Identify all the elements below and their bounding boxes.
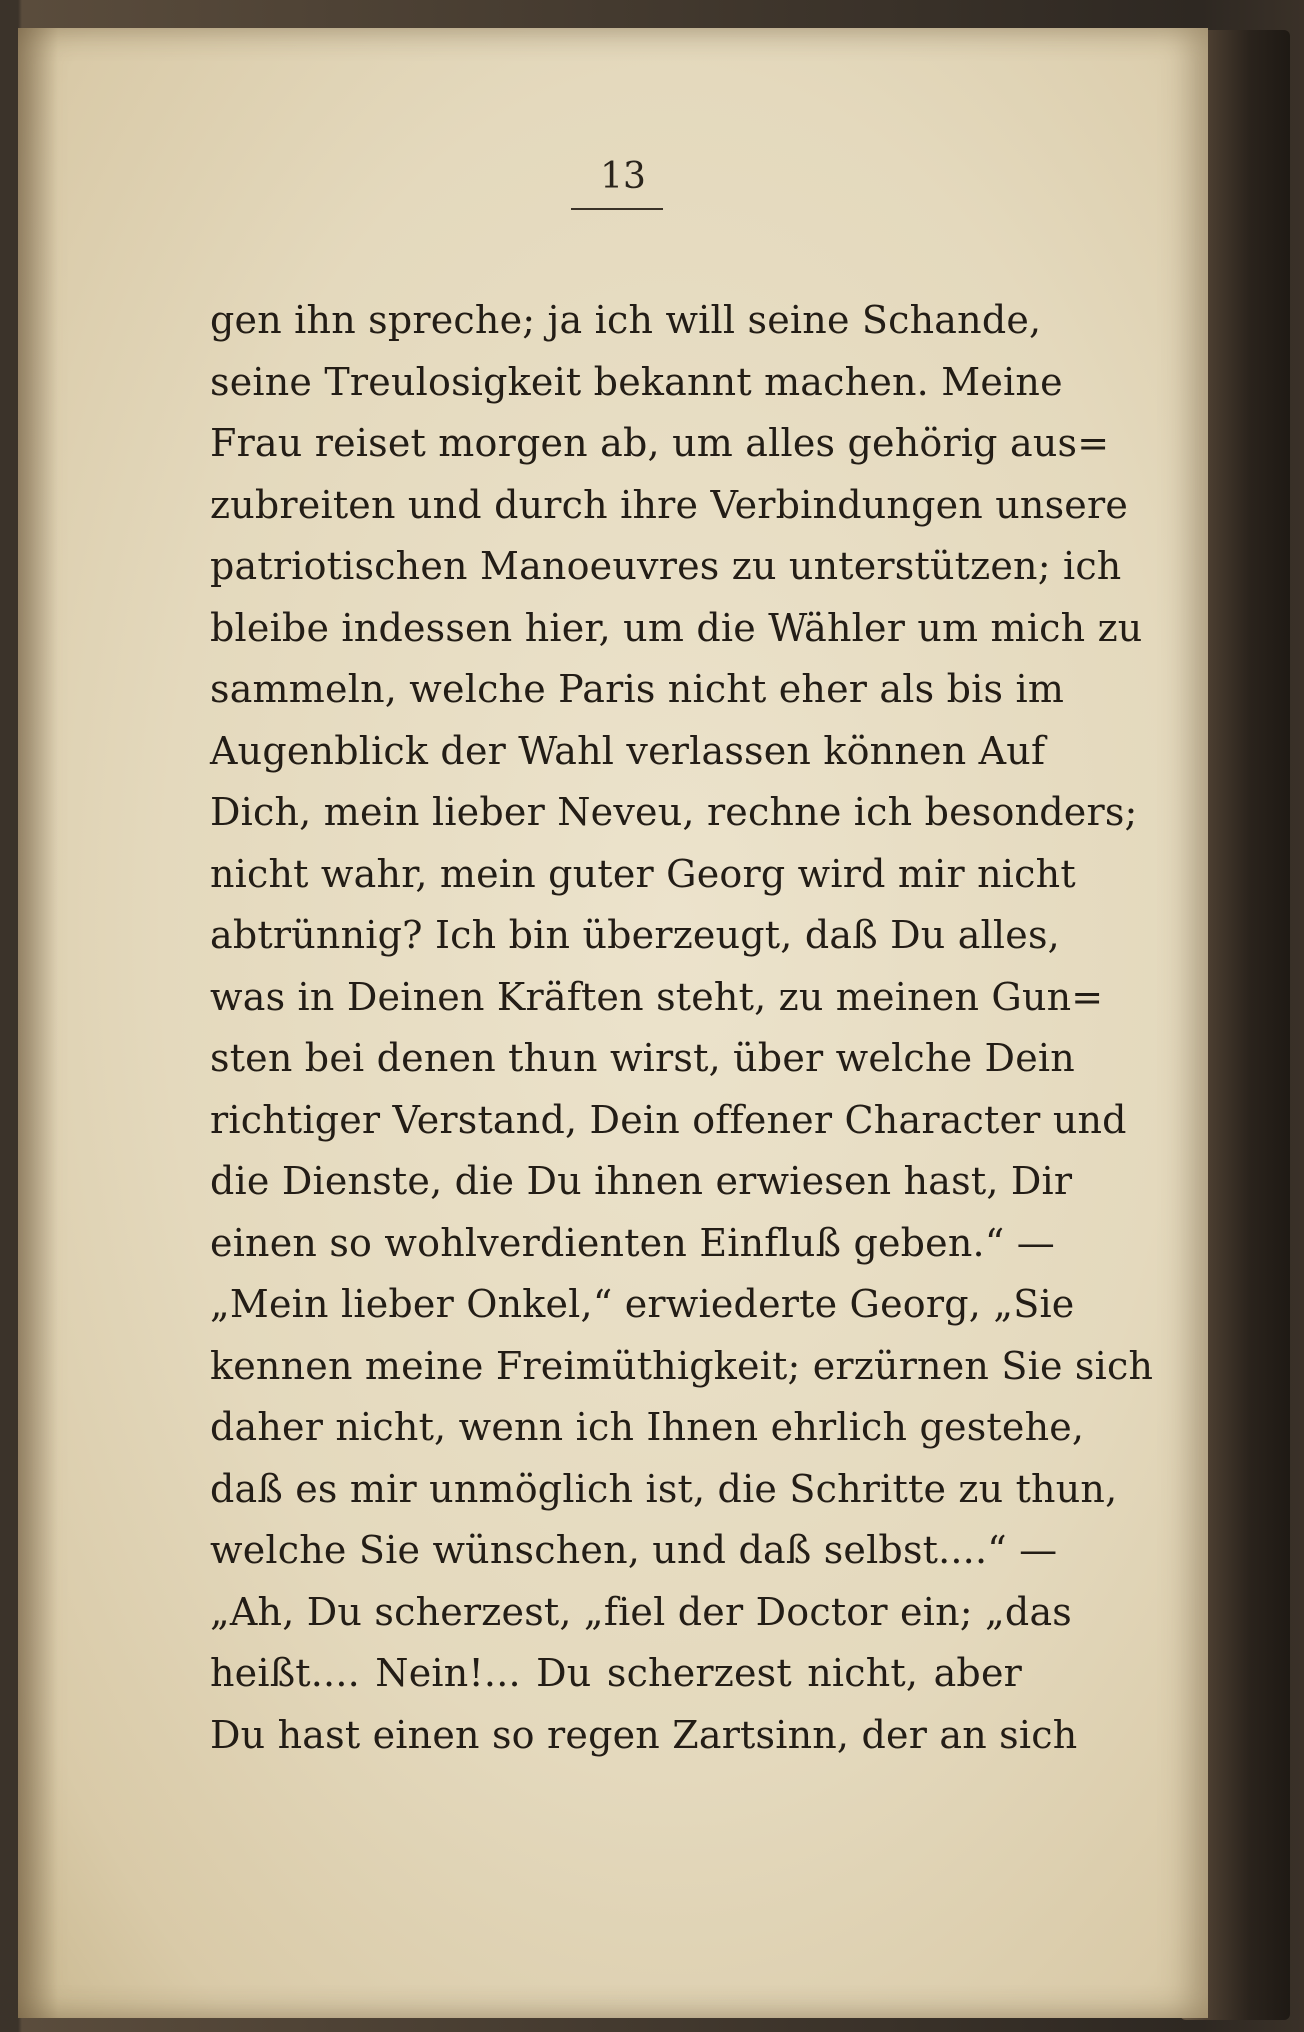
text-line: „Ah, Du scherzest, „fiel der Doctor ein; „das xyxy=(210,1589,1072,1634)
text-line: gen ihn spreche; ja ich will seine Schande, xyxy=(210,298,1042,342)
text-line: heißt.... Nein!... Du scherzest nicht, aber xyxy=(210,1651,1022,1695)
text-line: Frau reiset morgen ab, um alles gehörig aus= xyxy=(210,421,1110,465)
text-line: sten bei denen thun wirst, über welche Dein xyxy=(210,1036,1075,1080)
text-line: sammeln, welche Paris nicht eher als bis im xyxy=(210,667,1065,711)
page-number: 13 xyxy=(600,156,646,197)
text-line: „Mein lieber Onkel,“ erwiederte Georg, „Sie xyxy=(210,1282,1075,1326)
text-line: richtiger Verstand, Dein offener Character und xyxy=(210,1097,1127,1142)
text-line: nicht wahr, mein guter Georg wird mir nicht xyxy=(210,851,1076,896)
text-line: Dich, mein lieber Neveu, rechne ich besonders; xyxy=(210,790,1138,834)
text-line: Augenblick der Wahl verlassen können Auf xyxy=(210,728,1046,773)
text-line: bleibe indessen hier, um die Wähler um mich zu xyxy=(210,605,1143,650)
text-line: Du hast einen so regen Zartsinn, der an sich xyxy=(210,1712,1078,1757)
text-line: welche Sie wünschen, und daß selbst....“ — xyxy=(210,1528,1058,1572)
text-line: daher nicht, wenn ich Ihnen ehrlich gestehe, xyxy=(210,1405,1085,1449)
text-line: seine Treulosigkeit bekannt machen. Meine xyxy=(210,359,1063,404)
text-line: einen so wohlverdienten Einfluß geben.“ — xyxy=(210,1220,1055,1265)
text-line: die Dienste, die Du ihnen erwiesen hast, Dir xyxy=(210,1159,1073,1203)
text-line: zubreiten und durch ihre Verbindungen unsere xyxy=(210,482,1129,527)
page-number-rule xyxy=(571,208,663,210)
text-line: daß es mir unmöglich ist, die Schritte zu thun, xyxy=(210,1466,1118,1511)
body-text xyxy=(210,290,1154,1766)
text-line: was in Deinen Kräften steht, zu meinen Gun= xyxy=(210,974,1104,1019)
text-line: abtrünnig? Ich bin überzeugt, daß Du alles, xyxy=(210,913,1060,957)
text-line: patriotischen Manoeuvres zu unterstützen; ich xyxy=(210,544,1122,588)
book-page xyxy=(18,28,1208,2018)
text-line: kennen meine Freimüthigkeit; erzürnen Sie sich xyxy=(210,1343,1154,1388)
page-gutter-shadow xyxy=(18,28,58,2018)
